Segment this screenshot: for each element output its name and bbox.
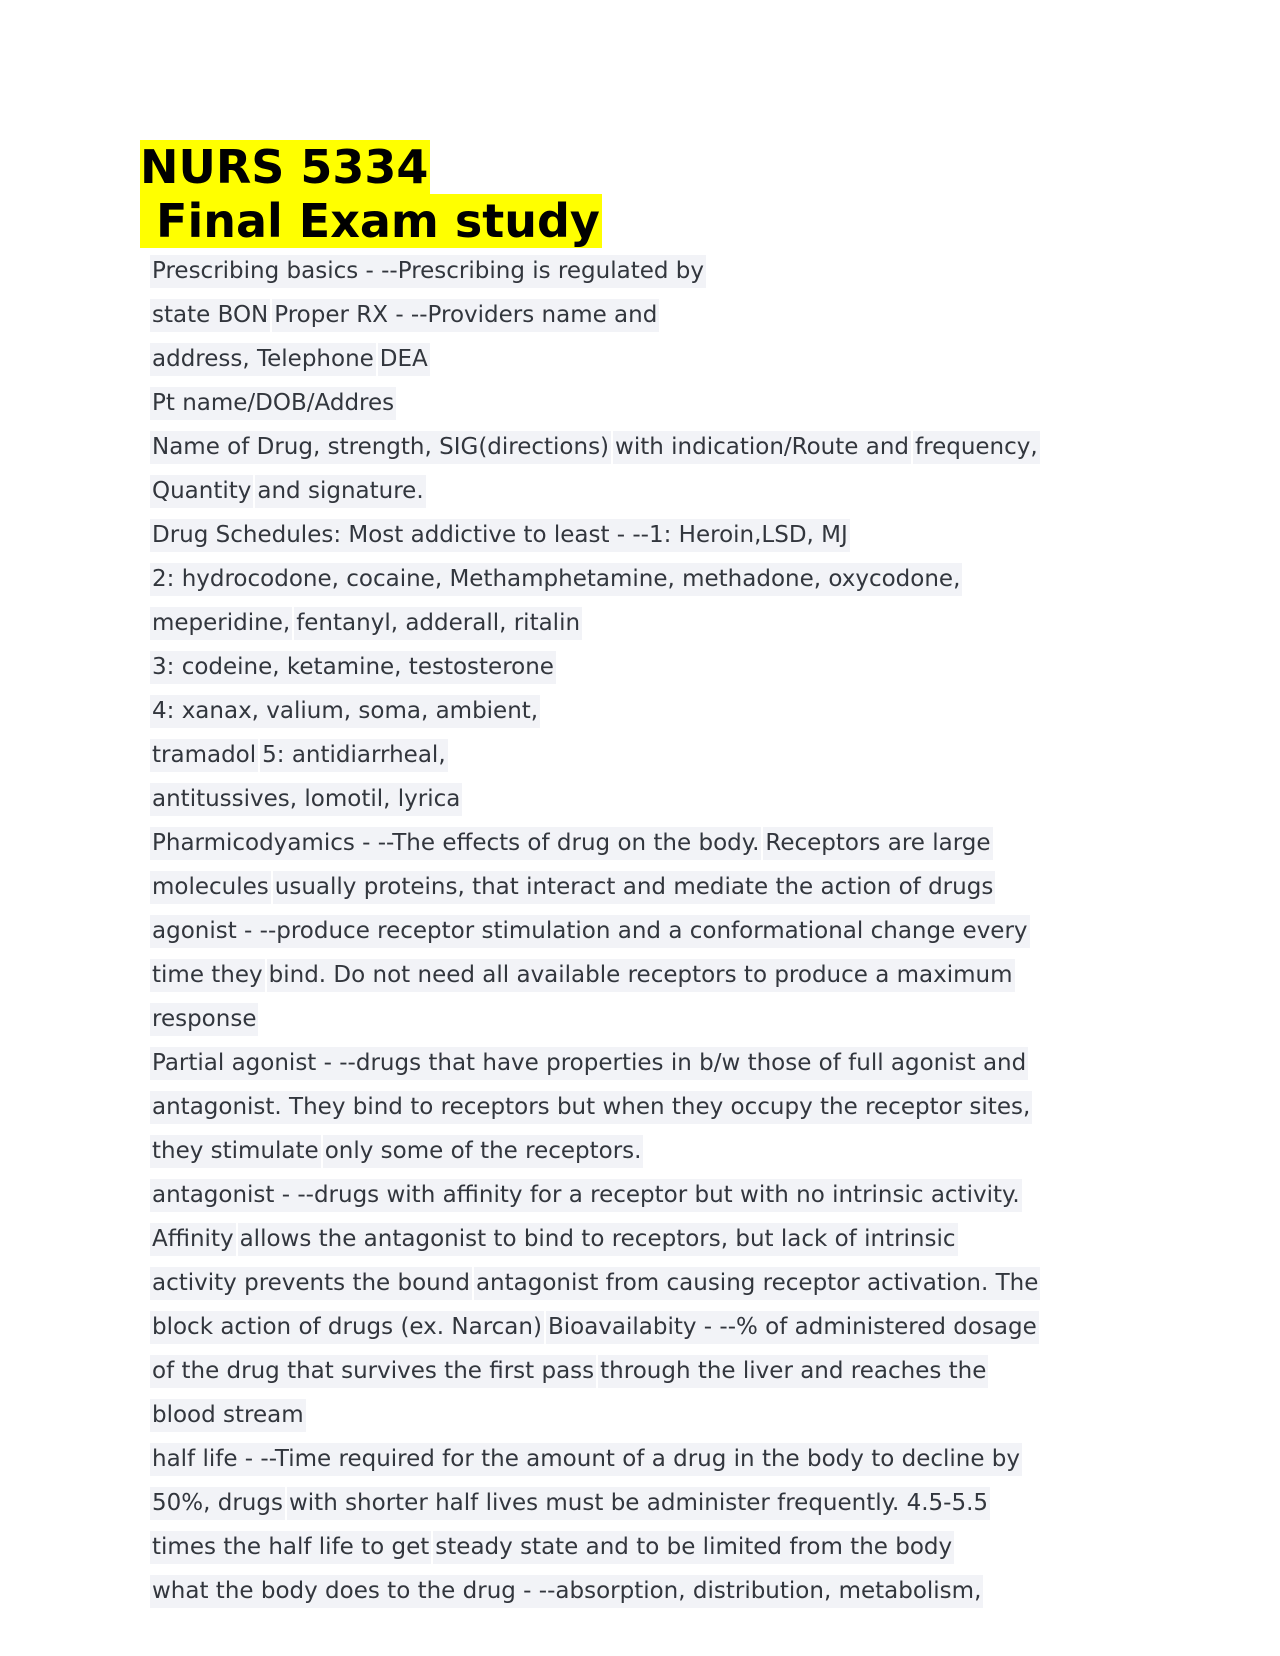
text-line: [150, 1349, 1140, 1393]
text-segment: usually proteins, that interact and mediate the action of drugs: [273, 871, 996, 904]
text-segment: DEA: [378, 343, 430, 376]
text-line: [150, 425, 1140, 469]
text-line: [150, 1261, 1140, 1305]
text-segment: address, Telephone: [150, 343, 376, 376]
text-segment: of the drug that survives the first pass: [150, 1355, 596, 1388]
text-line: [150, 997, 1140, 1041]
text-segment: antagonist. They bind to receptors but when they occupy the receptor sites,: [150, 1091, 1032, 1124]
text-line: [150, 953, 1140, 997]
text-segment: 4: xanax, valium, soma, ambient,: [150, 695, 540, 728]
text-segment: Affinity: [150, 1223, 236, 1256]
text-segment: block action of drugs (ex. Narcan): [150, 1311, 544, 1344]
text-segment: antitussives, lomotil, lyrica: [150, 783, 462, 816]
text-segment: Partial agonist - --drugs that have properties in b/w those of full agonist and: [150, 1047, 1028, 1080]
text-line: [150, 645, 1140, 689]
text-segment: only some of the receptors.: [323, 1135, 644, 1168]
text-line: [150, 381, 1140, 425]
text-segment: Receptors are large: [763, 827, 992, 860]
text-segment: agonist - --produce receptor stimulation and a conformational change every: [150, 915, 1030, 948]
text-line: [150, 1173, 1140, 1217]
text-segment: blood stream: [150, 1399, 306, 1432]
text-line: [150, 1525, 1140, 1569]
text-segment: through the liver and reaches the: [598, 1355, 988, 1388]
text-line: [150, 1217, 1140, 1261]
text-segment: with shorter half lives must be administer frequently. 4.5-5.5: [287, 1487, 990, 1520]
text-segment: 2: hydrocodone, cocaine, Methamphetamine, methadone, oxycodone,: [150, 563, 962, 596]
text-line: [150, 821, 1140, 865]
text-line: [150, 1481, 1140, 1525]
text-segment: 3: codeine, ketamine, testosterone: [150, 651, 556, 684]
text-segment: bind. Do not need all available receptors to produce a maximum: [267, 959, 1015, 992]
text-line: [150, 557, 1140, 601]
text-segment: they stimulate: [150, 1135, 321, 1168]
title-subtitle: Final Exam study: [140, 194, 600, 248]
text-segment: Proper RX - --Providers name and: [272, 299, 659, 332]
text-line: [150, 777, 1140, 821]
text-line: [150, 689, 1140, 733]
text-segment: antagonist from causing receptor activation. The: [474, 1267, 1040, 1300]
text-segment: antagonist - --drugs with affinity for a receptor but with no intrinsic activity.: [150, 1179, 1022, 1212]
text-line: [150, 249, 1140, 293]
text-segment: 50%, drugs: [150, 1487, 285, 1520]
text-segment: Pt name/DOB/Addres: [150, 387, 396, 420]
text-line: [150, 513, 1140, 557]
text-segment: Quantity: [150, 475, 253, 508]
text-segment: tramadol: [150, 739, 258, 772]
text-segment: what the body does to the drug - --absorption, distribution, metabolism,: [150, 1575, 983, 1608]
text-segment: response: [150, 1003, 258, 1036]
text-line: [150, 1041, 1140, 1085]
text-segment: state BON: [150, 299, 270, 332]
text-line: [150, 733, 1140, 777]
text-line: [150, 1129, 1140, 1173]
text-segment: fentanyl, adderall, ritalin: [294, 607, 582, 640]
text-segment: and signature.: [255, 475, 425, 508]
text-segment: steady state and to be limited from the body: [433, 1531, 954, 1564]
text-segment: time they: [150, 959, 265, 992]
text-line: [150, 293, 1140, 337]
text-line: [150, 337, 1140, 381]
text-segment: Name of Drug, strength, SIG(directions): [150, 431, 611, 464]
text-segment: molecules: [150, 871, 271, 904]
text-segment: allows the antagonist to bind to receptors, but lack of intrinsic: [238, 1223, 958, 1256]
text-line: [150, 1393, 1140, 1437]
study-notes-body: [150, 249, 1140, 1613]
text-line: [150, 1437, 1140, 1481]
text-segment: times the half life to get: [150, 1531, 431, 1564]
text-line: [150, 469, 1140, 513]
text-segment: frequency,: [913, 431, 1040, 464]
text-segment: with indication/Route and: [613, 431, 911, 464]
text-segment: Bioavailabity - --% of administered dosage: [546, 1311, 1039, 1344]
text-line: [150, 1569, 1140, 1613]
title-course-code: NURS 5334: [140, 140, 429, 194]
document-title: [140, 140, 602, 248]
text-line: [150, 1305, 1140, 1349]
text-line: [150, 909, 1140, 953]
text-segment: Drug Schedules: Most addictive to least - --1: Heroin,LSD, MJ: [150, 519, 850, 552]
text-line: [150, 601, 1140, 645]
text-segment: 5: antidiarrheal,: [260, 739, 447, 772]
text-segment: Pharmicodyamics - --The effects of drug on the body.: [150, 827, 761, 860]
text-line: [150, 1085, 1140, 1129]
text-segment: meperidine,: [150, 607, 292, 640]
text-segment: half life - --Time required for the amount of a drug in the body to decline by: [150, 1443, 1022, 1476]
text-line: [150, 865, 1140, 909]
text-segment: Prescribing basics - --Prescribing is regulated by: [150, 255, 706, 288]
text-segment: activity prevents the bound: [150, 1267, 472, 1300]
